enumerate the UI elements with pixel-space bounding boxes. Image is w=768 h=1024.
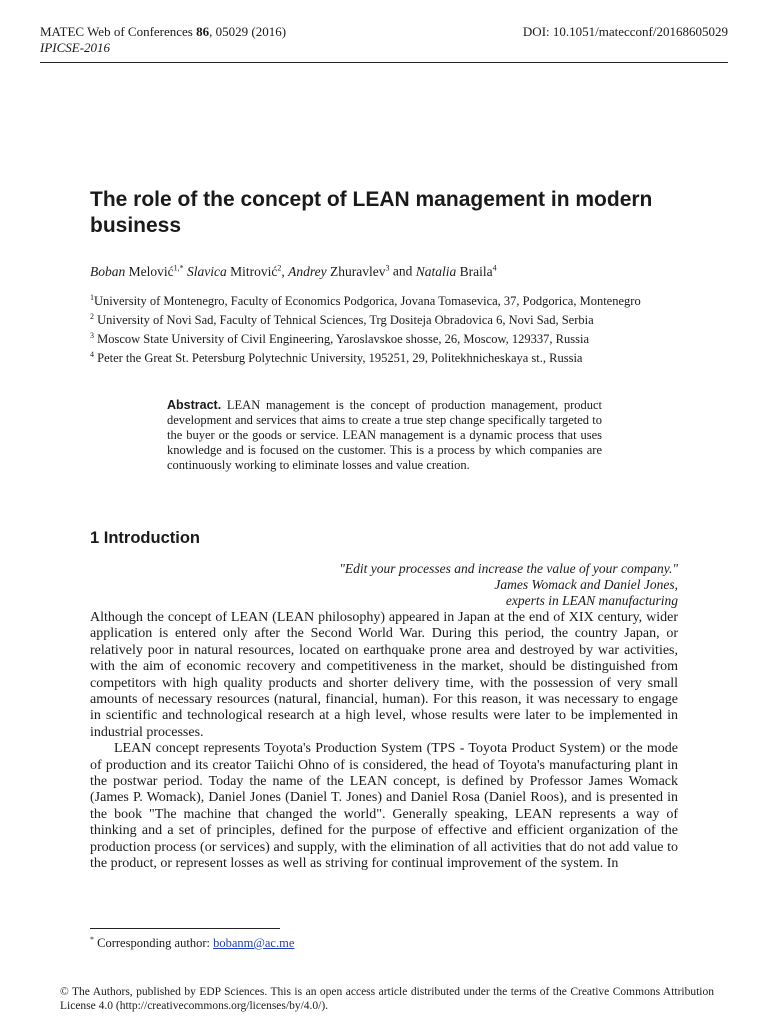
paragraph: Although the concept of LEAN (LEAN philosophy) appeared in Japan at the end of XIX century, wider application is entered only after the Second World War. During this period, the country Japan, or relatively poor in natural resources, located on earthquake prone area and destroyed by war activities, with the aim of economic recovery and competitiveness in the market, should be distinguished from competitors with high quality products and shorter delivery time, with the possession of very small amounts of necessary resources (natural, financial, human). For this reason, it was necessary to engage in scientific and technological research at a high level, whose results were later to be implemented in industrial processes. — [90, 610, 678, 740]
paragraph: LEAN concept represents Toyota's Production System (TPS - Toyota Product System) or the mode of production and its creator Taiichi Ohno of is considered, the head of Toyota's manufacturing plant in the postwar period. Today the name of the LEAN concept, is defined by Professor James Womack (James P. Womack), Daniel Jones (Daniel T. Jones) and Daniel Rosa (Daniel Roos), and is presented in the book "The machine that changed the world". Generally speaking, LEAN represents a way of thinking and a set of principles, defined for the purpose of effective and efficient organization of the production process (or services) and supply, with the elimination of all activities that do not add value to the product, or represent losses as well as striving for continual improvement of the system. In — [90, 741, 678, 872]
abstract-label: Abstract. — [167, 398, 222, 412]
body-text — [90, 610, 678, 873]
affiliation-list — [90, 290, 690, 367]
section-heading: 1 Introduction — [90, 529, 200, 547]
author: Natalia Braila$^4$ — [415, 263, 497, 279]
email-link[interactable]: bobanm@ac.me — [213, 936, 295, 951]
conference-line: MATEC Web of Conferences 86, 05029 (2016) — [40, 24, 287, 39]
epigraph-role: experts in LEAN manufacturing — [505, 593, 678, 608]
epigraph-author: James Womack and Daniel Jones, — [494, 577, 678, 592]
author-list — [90, 263, 497, 280]
author: Boban Melović$^{1,*}$ — [90, 263, 184, 279]
authors-conjunction: and — [392, 263, 413, 279]
conference-subtitle: IPICSE-2016 — [40, 40, 111, 55]
footnote: * Corresponding author: bobanm@ac.me — [90, 935, 295, 951]
affiliation: $^3$ Moscow State University of Civil Engineering, Yaroslavskoe shosse, 26, Moscow, 129337, Russia — [90, 331, 589, 347]
affiliation: $^2$ University of Novi Sad, Faculty of Tehnical Sciences, Trg Dositeja Obradovica 6, Novi Sad, Serbia — [90, 312, 594, 328]
affiliation: $^4$ Peter the Great St. Petersburg Polytechnic University, 195251, 29, Politekhnicheskaya st., Russia — [90, 350, 583, 366]
author: Andrey Zhuravlev$^3$ — [288, 263, 390, 279]
abstract-text: LEAN management is the concept of production management, product development and services that aims to create a true step change specifically targeted to the buyer or the goods or service. LEAN management is a dynamic process that uses knowledge and is focused on the customer. This is a process by which companies are continuously working to eliminate losses and value creation. — [167, 398, 603, 472]
author: Slavica Mitrović$^2$, — [187, 263, 285, 279]
epigraph-quote: "Edit your processes and increase the value of your company." — [339, 561, 678, 576]
doi: DOI: 10.1051/matecconf/20168605029 — [522, 24, 728, 39]
affiliation: $^1$University of Montenegro, Faculty of Economics Podgorica, Jovana Tomasevica, 37, Podgorica, Montenegro — [90, 293, 641, 309]
paper-title: The role of the concept of LEAN management in modern business — [90, 188, 653, 237]
volume-number: 86 — [196, 24, 210, 39]
epigraph — [339, 561, 678, 609]
footnote-rule — [90, 928, 280, 929]
abstract — [167, 398, 602, 473]
header-rule — [40, 62, 728, 63]
license-notice: © The Authors, published by EDP Sciences. This is an open access article distributed under the terms of the Creative Commons Attribution License 4.0 (http://creativecommons.org/licenses/by/4.0/). — [60, 986, 714, 1012]
running-header — [40, 24, 286, 56]
